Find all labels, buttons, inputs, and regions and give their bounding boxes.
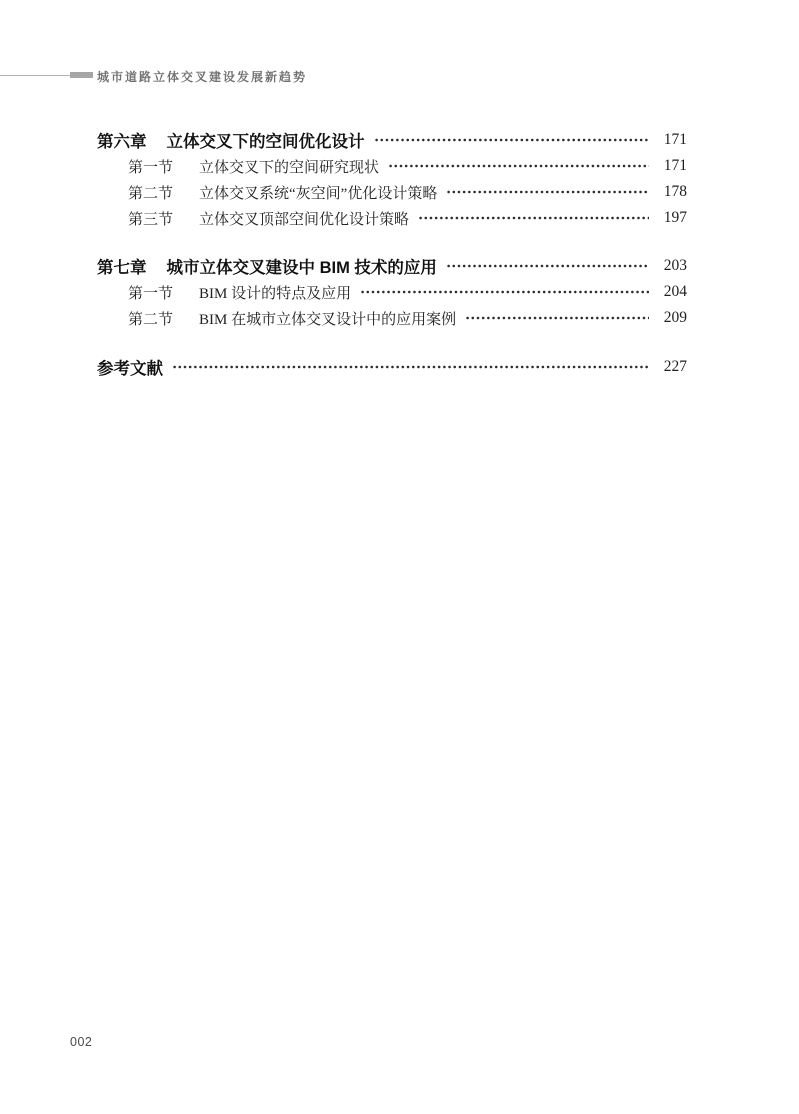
bibliography-page-number: 227: [663, 357, 687, 375]
section-7-2-title: BIM 在城市立体交叉设计中的应用案例: [199, 311, 457, 328]
chapter-7-page-number: 203: [663, 256, 687, 274]
header-accent-bar: [70, 72, 93, 78]
section-6-1-title: 立体交叉下的空间研究现状: [199, 159, 380, 176]
section-6-2-title: 立体交叉系统“灰空间”优化设计策略: [199, 185, 438, 202]
section-7-1-page-number: 204: [663, 283, 687, 300]
table-of-contents: [97, 126, 687, 380]
toc-chapter-6-row: [97, 126, 687, 153]
chapter-6-page-number: 171: [663, 130, 687, 148]
section-6-1-page-number: 171: [663, 157, 687, 174]
chapter-6-title: 立体交叉下的空间优化设计: [166, 132, 365, 151]
running-header: [0, 68, 799, 86]
header-edge-rule: [0, 75, 72, 76]
section-6-1-label: 第一节: [128, 159, 174, 176]
toc-section-6-3-row: [97, 205, 687, 231]
section-6-3-label: 第三节: [128, 211, 174, 228]
section-7-2-page-number: 209: [663, 309, 687, 326]
dot-leader: [447, 190, 649, 194]
folio-page-number: 002: [70, 1035, 93, 1049]
dot-leader: [375, 138, 650, 142]
toc-chapter-7-row: [97, 252, 687, 279]
dot-leader: [389, 164, 649, 168]
dot-leader: [419, 216, 649, 220]
section-7-2-label: 第二节: [128, 311, 174, 328]
dot-leader: [361, 290, 649, 294]
toc-section-6-2-row: [97, 179, 687, 205]
section-6-3-title: 立体交叉顶部空间优化设计策略: [199, 211, 410, 228]
section-6-2-label: 第二节: [128, 185, 174, 202]
bibliography-title: 参考文献: [97, 359, 163, 378]
toc-bibliography-row: [97, 353, 687, 380]
chapter-6-label: 第六章: [97, 132, 147, 151]
running-header-book-title: 城市道路立体交叉建设发展新趋势: [97, 70, 308, 84]
toc-section-7-1-row: [97, 279, 687, 305]
dot-leader: [447, 264, 649, 268]
toc-section-7-2-row: [97, 305, 687, 331]
dot-leader: [173, 365, 649, 369]
toc-section-6-1-row: [97, 153, 687, 179]
chapter-7-label: 第七章: [97, 258, 147, 277]
dot-leader: [466, 316, 649, 320]
chapter-7-title: 城市立体交叉建设中 BIM 技术的应用: [166, 258, 437, 277]
section-6-2-page-number: 178: [663, 183, 687, 200]
section-7-1-title: BIM 设计的特点及应用: [199, 285, 352, 302]
section-6-3-page-number: 197: [663, 209, 687, 226]
section-7-1-label: 第一节: [128, 285, 174, 302]
